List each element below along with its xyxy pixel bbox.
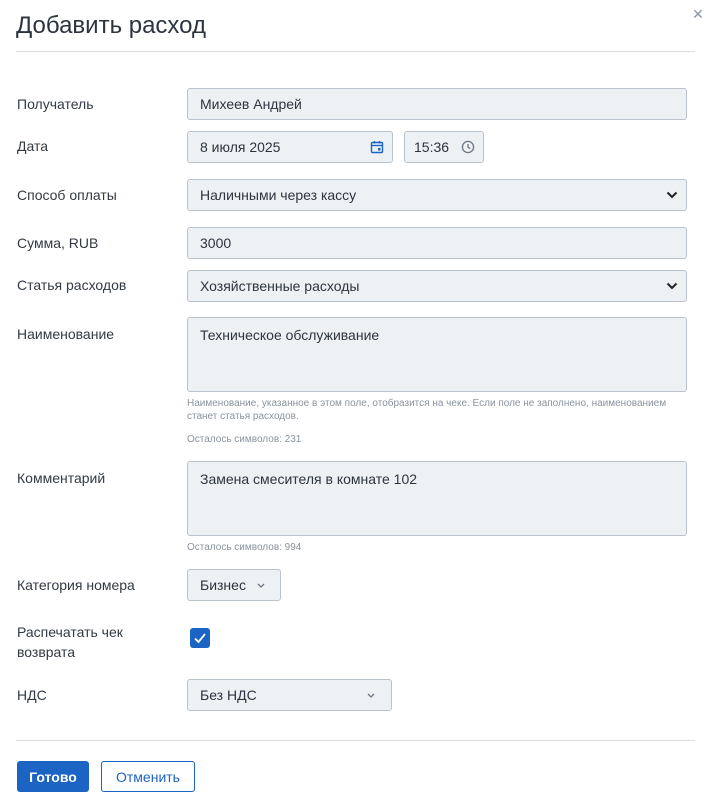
print-receipt-checkbox[interactable] <box>190 628 210 648</box>
name-hint-line1: Наименование, указанное в этом поле, отобразится на чеке. Если поле не заполнено, наименованием <box>187 398 667 409</box>
name-value: Техническое обслуживание <box>200 327 380 343</box>
footer-divider <box>16 740 695 741</box>
date-value: 8 июля 2025 <box>200 139 281 155</box>
comment-textarea[interactable] <box>187 461 687 536</box>
recipient-label: Получатель <box>17 96 94 112</box>
expense-item-select[interactable] <box>187 270 687 302</box>
vat-label: НДС <box>17 687 47 703</box>
chevron-down-icon <box>256 582 266 589</box>
name-hint-line2: станет статья расходов. <box>187 411 299 422</box>
print-receipt-label-line1: Распечатать чек <box>17 624 123 640</box>
recipient-value: Михеев Андрей <box>200 96 302 112</box>
cancel-button[interactable]: Отменить <box>101 761 195 792</box>
date-field[interactable] <box>187 131 393 163</box>
payment-method-label: Способ оплаты <box>17 187 117 203</box>
recipient-field[interactable] <box>187 88 687 120</box>
date-label: Дата <box>17 138 49 154</box>
name-textarea[interactable] <box>187 317 687 392</box>
dialog-title: Добавить расход <box>16 12 206 39</box>
amount-field[interactable] <box>187 227 687 259</box>
room-category-label: Категория номера <box>17 577 135 593</box>
vat-dropdown[interactable] <box>187 679 392 711</box>
clock-icon[interactable] <box>461 140 475 154</box>
amount-label: Сумма, RUB <box>17 235 99 251</box>
room-category-value: Бизнес <box>200 577 246 593</box>
time-field[interactable] <box>404 131 484 163</box>
vat-value: Без НДС <box>200 687 257 703</box>
calendar-icon[interactable] <box>370 140 384 154</box>
done-button[interactable]: Готово <box>17 761 89 792</box>
chevron-down-icon <box>366 692 376 699</box>
checkmark-icon <box>193 632 207 644</box>
chevron-down-icon <box>666 191 678 199</box>
room-category-dropdown[interactable] <box>187 569 281 601</box>
chevron-down-icon <box>666 282 678 290</box>
payment-method-select[interactable] <box>187 179 687 211</box>
amount-value: 3000 <box>200 235 232 251</box>
expense-item-value: Хозяйственные расходы <box>200 278 360 294</box>
name-label: Наименование <box>17 326 115 342</box>
comment-label: Комментарий <box>17 470 106 486</box>
close-icon[interactable]: ✕ <box>692 6 704 22</box>
name-chars-left: Осталось символов: 231 <box>187 434 302 445</box>
header-divider <box>16 51 695 52</box>
expense-item-label: Статья расходов <box>17 277 127 293</box>
comment-chars-left: Осталось символов: 994 <box>187 542 302 553</box>
time-value: 15:36 <box>414 139 450 155</box>
payment-method-value: Наличными через кассу <box>200 187 357 203</box>
comment-value: Замена смесителя в комнате 102 <box>200 471 418 487</box>
print-receipt-label-line2: возврата <box>17 644 76 660</box>
